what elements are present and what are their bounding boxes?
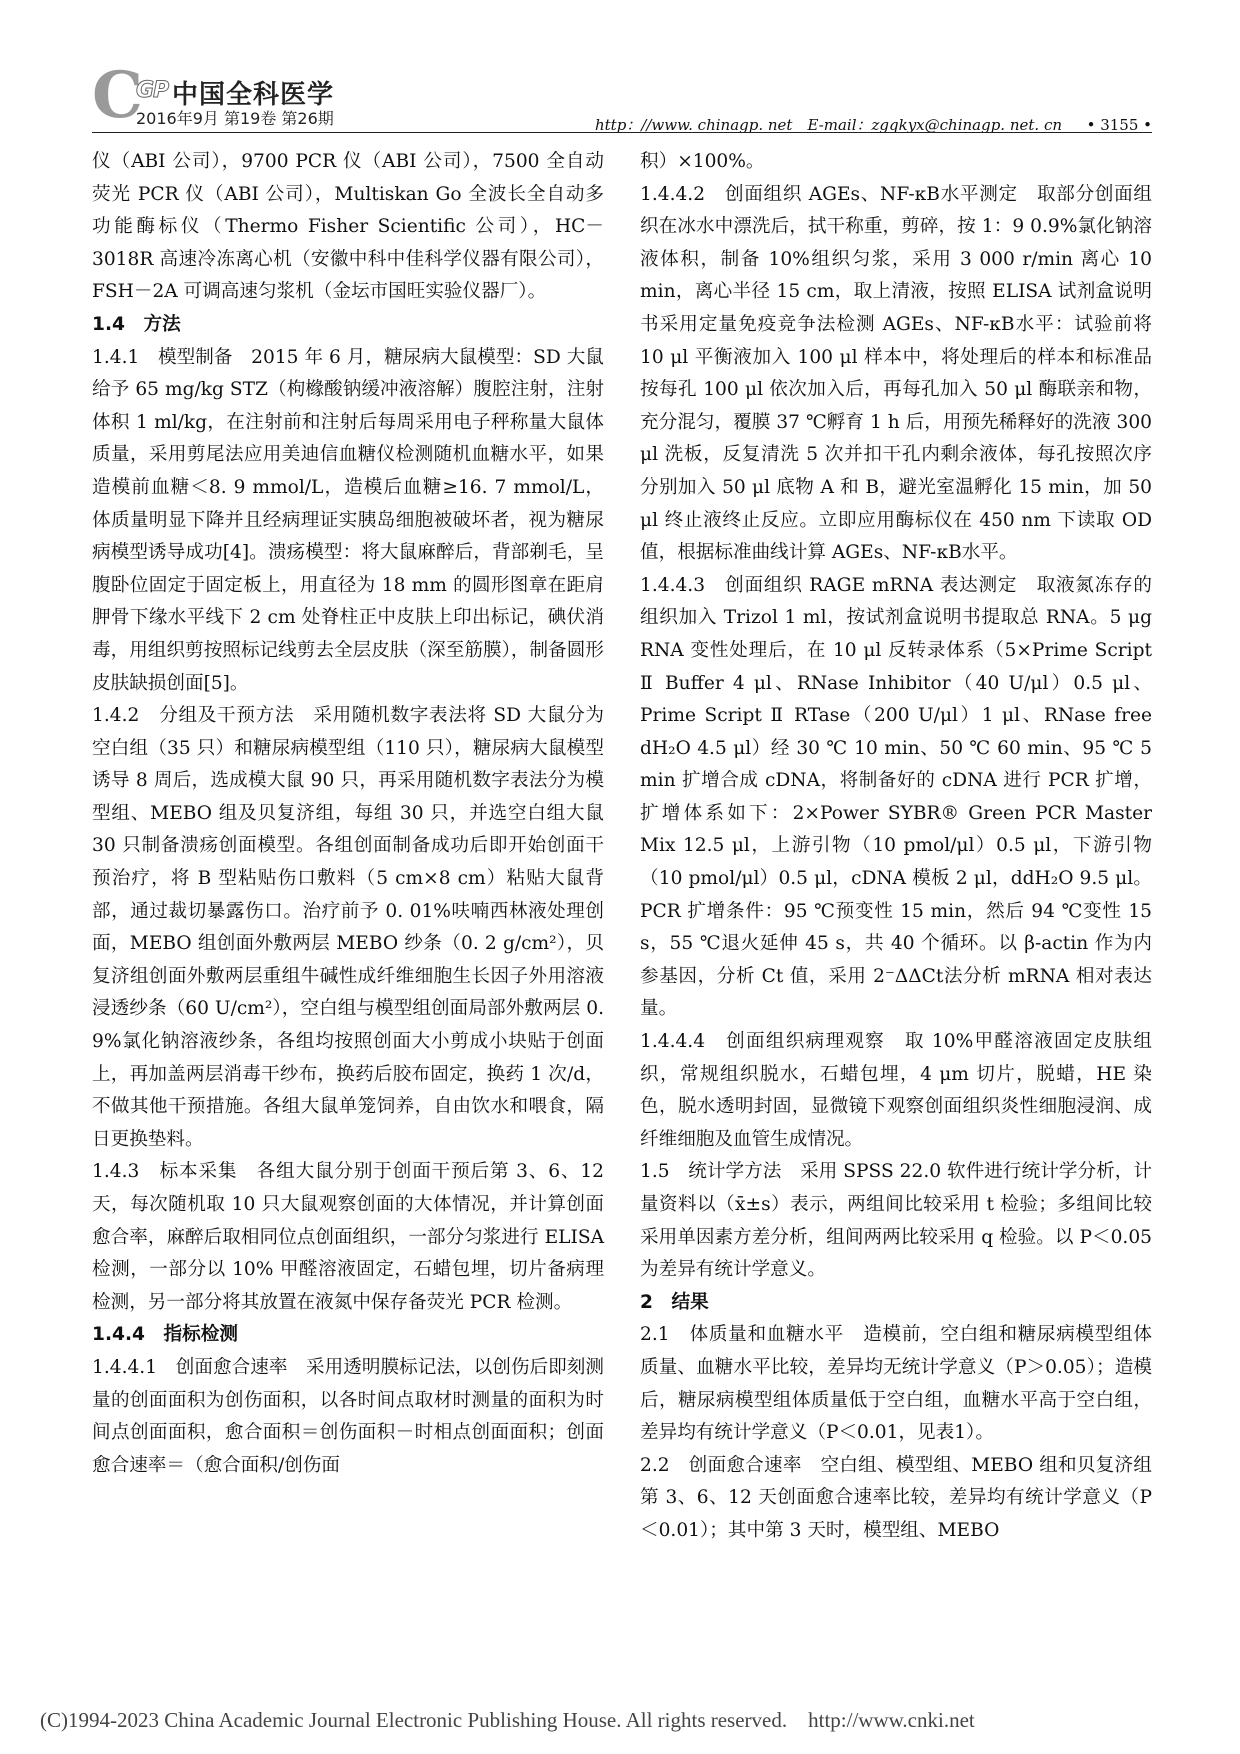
paragraph: 2.1 体质量和血糖水平 造模前，空白组和糖尿病模型组体质量、血糖水平比较，差异均无统计学意义（P＞0.05）；造模后，糖尿病模型组体质量低于空白组，血糖水平高于空白组，差异均有统计学意义（P＜0.01，见表1）。 — [640, 1324, 1152, 1444]
header-divider — [92, 132, 1152, 133]
paragraph: 1.4.1 模型制备 2015 年 6 月，糖尿病大鼠模型：SD 大鼠给予 65 mg/kg STZ（枸橼酸钠缓冲液溶解）腹腔注射，注射体积 1 ml/kg，在注射前和注射后每周采用电子秤称量大鼠体质量，采用剪尾法应用美迪信血糖仪检测随机血糖水平，如果造模前血糖＜8. 9 mmol/L，造模后血糖≥16. 7 mmol/L，体质量明显下降并且经病理证实胰岛细胞被破坏者，视为糖尿病模型诱导成功[4]。溃疡模型：将大鼠麻醉后，背部剃毛，呈腹卧位固定于固定板上，用直径为 18 mm 的圆形图章在距肩胛骨下缘水平线下 2 cm 处脊柱正中皮肤上印出标记，碘伏消毒，用组织剪按照标记线剪去全层皮肤（深至筋膜），制备圆形皮肤缺损创面[5]。 — [92, 346, 604, 694]
journal-name: 中国全科医学 — [172, 80, 335, 110]
copyright-footer: (C)1994-2023 China Academic Journal Electronic Publishing House. All rights reserved. http://www.cnki.net — [40, 1708, 975, 1732]
paragraph: 1.4.4.4 创面组织病理观察 取 10%甲醛溶液固定皮肤组织，常规组织脱水，石蜡包埋，4 μm 切片，脱蜡，HE 染色，脱水透明封固，显微镜下观察创面组织炎性细胞浸润、成纤维细胞及血管生成情况。 — [640, 1031, 1152, 1150]
journal-logo-c: C — [92, 58, 143, 133]
paragraph: 2.2 创面愈合速率 空白组、模型组、MEBO 组和贝复济组第 3、6、12 天创面愈合速率比较，差异均有统计学意义（P＜0.01）；其中第 3 天时，模型组、MEBO — [640, 1454, 1152, 1541]
url-email[interactable]: http：//www. chinagp. net E-mail：zgqkyx@chinagp. net. cn — [594, 116, 1063, 134]
issue-info: 2016年9月 第19卷 第26期 — [136, 109, 334, 128]
journal-header — [92, 58, 1152, 134]
paragraph: 1.4.4.3 创面组织 RAGE mRNA 表达测定 取液氮冻存的组织加入 Trizol 1 ml，按试剂盒说明书提取总 RNA。5 μg RNA 变性处理后，在 10 μl 反转录体系（5×Prime Script Ⅱ Buffer 4 μl、RNase Inhibitor（40 U/μl）0.5 μl、Prime Script Ⅱ RTase（200 U/μl）1 μl、RNase free dH₂O 4.5 μl）经 30 ℃ 10 min、50 ℃ 60 min、95 ℃ 5 min 扩增合成 cDNA，将制备好的 cDNA 进行 PCR 扩增，扩增体系如下：2×Power SYBR® Green PCR Master Mix 12.5 μl，上游引物（10 pmol/μl）0.5 μl，下游引物（10 pmol/μl）0.5 μl，cDNA 模板 2 μl，ddH₂O 9.5 μl。PCR 扩增条件：95 ℃预变性 15 min，然后 94 ℃变性 15 s，55 ℃退火延伸 45 s，共 40 个循环。以 β-actin 作为内参基因，分析 Ct 值，采用 2⁻ΔΔCt法分析 mRNA 相对表达量。 — [640, 574, 1152, 1020]
paragraph: 1.4.3 标本采集 各组大鼠分别于创面干预后第 3、6、12 天，每次随机取 10 只大鼠观察创面的大体情况，并计算创面愈合率，麻醉后取相同位点创面组织，一部分匀浆进行 ELISA 检测，一部分以 10% 甲醛溶液固定，石蜡包埋，切片备病理检测，另一部分将其放置在液氮中保存备荧光 PCR 检测。 — [92, 1161, 604, 1313]
journal-logo-gp: GP — [136, 78, 169, 103]
paragraph: 积）×100%。 — [640, 151, 765, 172]
section-heading: 1.4.4 指标检测 — [92, 1324, 238, 1346]
section-heading: 1.4 方法 — [92, 313, 181, 335]
left-column — [92, 146, 604, 1482]
paragraph: 1.5 统计学方法 采用 SPSS 22.0 软件进行统计学分析，计量资料以（x̄±s）表示，两组间比较采用 t 检验；多组间比较采用单因素方差分析，组间两两比较采用 q 检验。以 P＜0.05 为差异有统计学意义。 — [640, 1161, 1152, 1281]
page-number: • 3155 • — [1086, 116, 1152, 134]
paragraph: 1.4.4.2 创面组织 AGEs、NF-κB水平测定 取部分创面组织在冰水中漂洗后，拭干称重，剪碎，按 1：9 0.9%氯化钠溶液体积，制备 10%组织匀浆，采用 3 000 r/min 离心 10 min，离心半径 15 cm，取上清液，按照 ELISA 试剂盒说明书采用定量免疫竞争法检测 AGEs、NF-κB水平：试验前将 10 μl 平衡液加入 100 μl 样本中，将处理后的样本和标准品按每孔 100 μl 依次加入后，再每孔加入 50 μl 酶联亲和物，充分混匀，覆膜 37 ℃孵育 1 h 后，用预先稀释好的洗液 300 μl 洗板，反复清洗 5 次并扣干孔内剩余液体，每孔按照次序分别加入 50 μl 底物 A 和 B，避光室温孵化 15 min，加 50 μl 终止液终止反应。立即应用酶标仪在 450 nm 下读取 OD 值，根据标准曲线计算 AGEs、NF-κB水平。 — [640, 183, 1152, 564]
paragraph: 1.4.2 分组及干预方法 采用随机数字表法将 SD 大鼠分为空白组（35 只）和糖尿病模型组（110 只），糖尿病大鼠模型诱导 8 周后，选成模大鼠 90 只，再采用随机数字表法分为模型组、MEBO 组及贝复济组，每组 30 只，并选空白组大鼠 30 只制备溃疡创面模型。各组创面制备成功后即开始创面干预治疗，将 B 型粘贴伤口敷料（5 cm×8 cm）粘贴大鼠背部，通过裁切暴露伤口。治疗前予 0. 01%呋喃西林液处理创面，MEBO 组创面外敷两层 MEBO 纱条（0. 2 g/cm²），贝复济组创面外敷两层重组牛碱性成纤维细胞生长因子外用溶液浸透纱条（60 U/cm²），空白组与模型组创面局部外敷两层 0. 9%氯化钠溶液纱条，各组均按照创面大小剪成小块贴于创面上，再加盖两层消毒干纱布，换药后胶布固定，换药 1 次/d，不做其他干预措施。各组大鼠单笼饲养，自由饮水和喂食，隔日更换垫料。 — [92, 705, 604, 1150]
section-heading: 2 结果 — [640, 1291, 709, 1313]
paragraph: 1.4.4.1 创面愈合速率 采用透明膜标记法，以创伤后即刻测量的创面面积为创伤面积，以各时间点取材时测量的面积为时间点创面面积，愈合面积＝创伤面积－时相点创面面积；创面愈合速率＝（愈合面积/创伤面 — [92, 1356, 604, 1476]
paragraph: 仪（ABI 公司），9700 PCR 仪（ABI 公司），7500 全自动荧光 PCR 仪（ABI 公司），Multiskan Go 全波长全自动多功能酶标仪（Thermo Fisher Scientific 公司），HC－3018R 高速冷冻离心机（安徽中科中佳科学仪器有限公司），FSH－2A 可调高速匀浆机（金坛市国旺实验仪器厂）。 — [92, 151, 604, 303]
right-column — [640, 146, 1152, 1548]
